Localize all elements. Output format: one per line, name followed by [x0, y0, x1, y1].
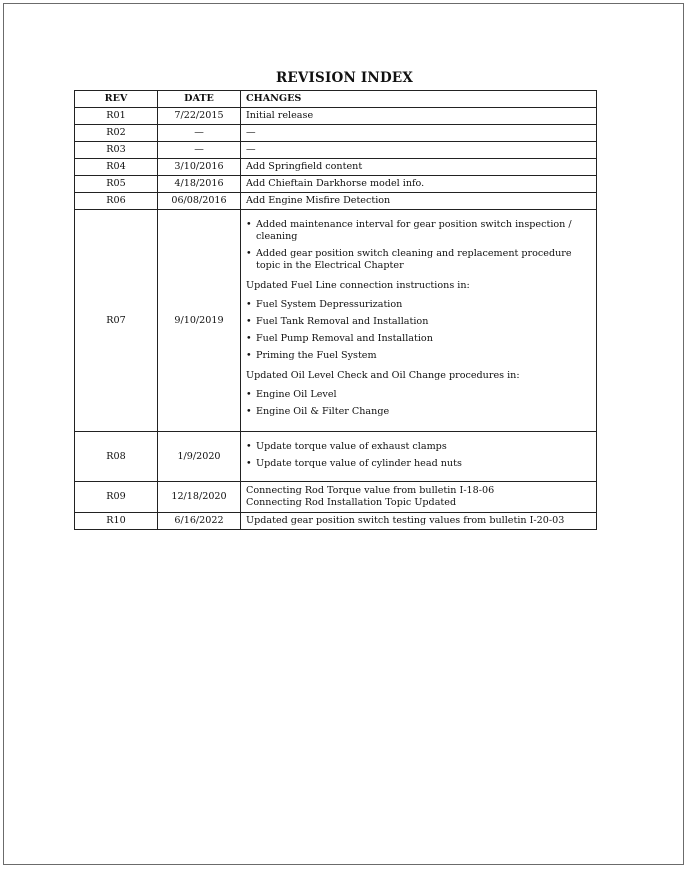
page-title: REVISION INDEX	[275, 70, 414, 86]
changes-cell: —	[241, 125, 597, 142]
changes-cell: —	[241, 142, 597, 159]
table-row	[75, 513, 597, 530]
changes-cell: Add Engine Misfire Detection	[241, 193, 597, 210]
change-bullet: • Engine Oil Level	[246, 389, 591, 401]
changes-cell	[241, 432, 597, 482]
date-cell: 3/10/2016	[158, 159, 241, 176]
table-row	[75, 142, 597, 159]
date-cell: —	[158, 142, 241, 159]
table-row	[75, 193, 597, 210]
change-bullet: • Fuel Pump Removal and Installation	[246, 333, 591, 345]
column-header-rev: REV	[75, 91, 158, 108]
table-row	[75, 210, 597, 432]
change-bullet: • Priming the Fuel System	[246, 350, 591, 362]
table-row	[75, 176, 597, 193]
rev-cell: R09	[75, 482, 158, 513]
date-cell: 6/16/2022	[158, 513, 241, 530]
changes-cell: Add Chieftain Darkhorse model info.	[241, 176, 597, 193]
date-cell: 9/10/2019	[158, 210, 241, 432]
changes-cell: Add Springfield content	[241, 159, 597, 176]
rev-cell: R10	[75, 513, 158, 530]
date-cell: 4/18/2016	[158, 176, 241, 193]
table-row	[75, 159, 597, 176]
date-cell: 1/9/2020	[158, 432, 241, 482]
change-line: Connecting Rod Torque value from bulletin I-18-06	[246, 485, 495, 496]
revision-table	[74, 90, 597, 530]
changes-cell	[241, 482, 597, 513]
table-row	[75, 432, 597, 482]
change-bullet: • Added gear position switch cleaning and replacement procedure topic in the Electrical Chapter	[246, 248, 591, 272]
rev-cell: R03	[75, 142, 158, 159]
date-cell: 06/08/2016	[158, 193, 241, 210]
change-bullet: • Fuel System Depressurization	[246, 299, 591, 311]
change-bullet: • Fuel Tank Removal and Installation	[246, 316, 591, 328]
changes-cell	[241, 210, 597, 432]
table-row	[75, 125, 597, 142]
change-bullet: • Update torque value of exhaust clamps	[246, 441, 591, 453]
change-bullet: • Update torque value of cylinder head nuts	[246, 458, 591, 470]
table-row	[75, 108, 597, 125]
change-bullet: • Engine Oil & Filter Change	[246, 406, 591, 418]
changes-cell: Initial release	[241, 108, 597, 125]
rev-cell: R05	[75, 176, 158, 193]
date-cell: 7/22/2015	[158, 108, 241, 125]
rev-cell: R04	[75, 159, 158, 176]
rev-cell: R07	[75, 210, 158, 432]
changes-cell: Updated gear position switch testing values from bulletin I-20-03	[241, 513, 597, 530]
rev-cell: R06	[75, 193, 158, 210]
table-row	[75, 482, 597, 513]
change-bullet-list	[246, 441, 591, 470]
date-cell: 12/18/2020	[158, 482, 241, 513]
change-paragraph: Updated Oil Level Check and Oil Change procedures in:	[246, 370, 520, 381]
change-bullet-list	[246, 389, 591, 418]
change-line: Connecting Rod Installation Topic Updated	[246, 497, 457, 508]
change-bullet-list	[246, 299, 591, 362]
table-header-row	[75, 91, 597, 108]
change-bullet: • Added maintenance interval for gear position switch inspection / cleaning	[246, 219, 591, 243]
date-cell: —	[158, 125, 241, 142]
column-header-date: DATE	[158, 91, 241, 108]
change-paragraph: Updated Fuel Line connection instructions in:	[246, 280, 470, 291]
column-header-changes: CHANGES	[241, 91, 597, 108]
rev-cell: R02	[75, 125, 158, 142]
change-bullet-list	[246, 219, 591, 272]
rev-cell: R01	[75, 108, 158, 125]
rev-cell: R08	[75, 432, 158, 482]
